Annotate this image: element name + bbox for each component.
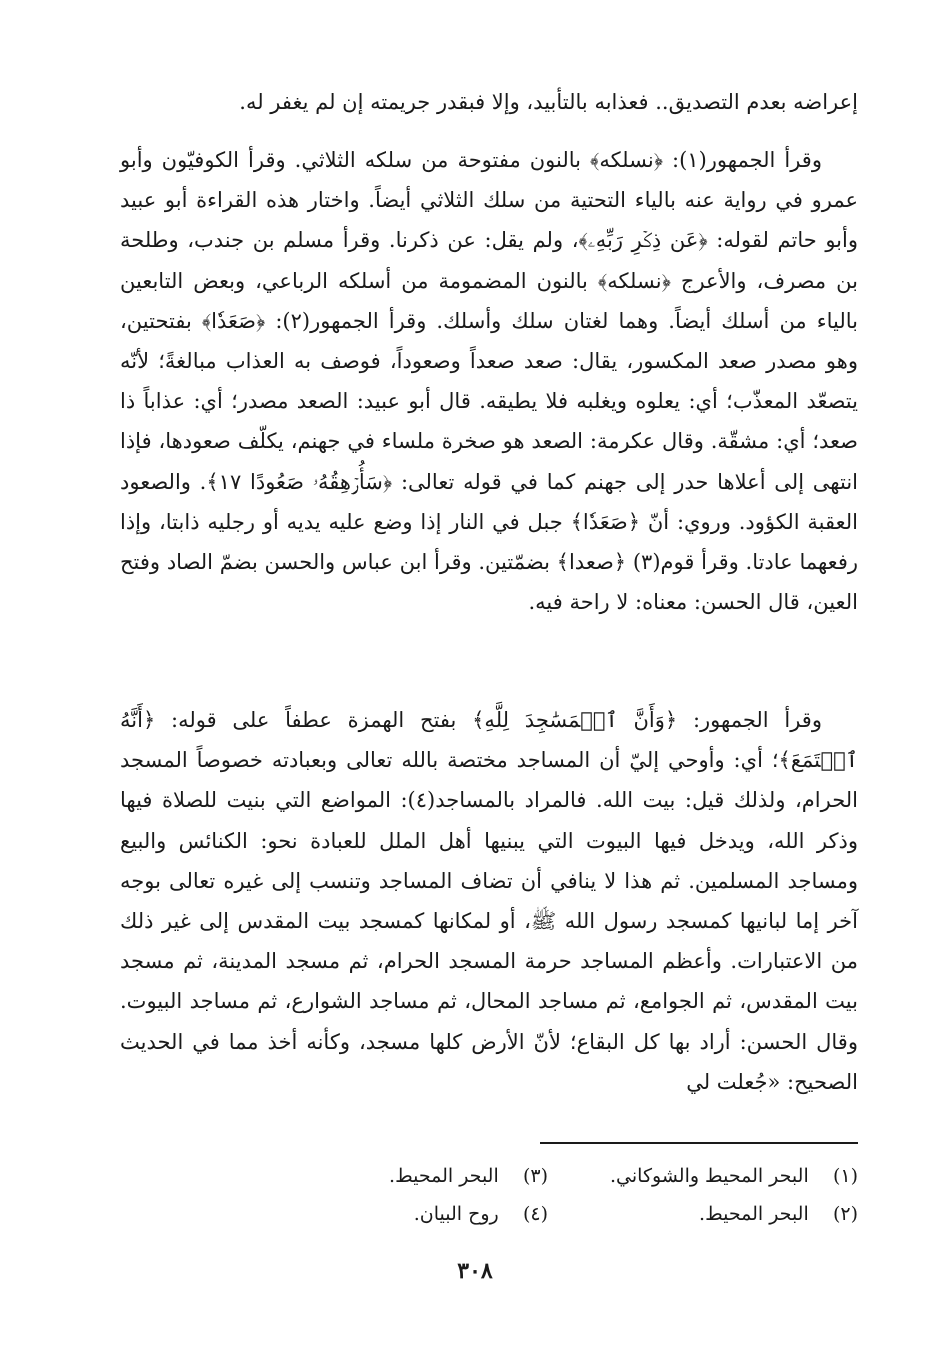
footnote-text: البحر المحيط. [389,1165,499,1187]
body-paragraph-readings: وقرأ الجمهور(١): ﴿نسلكه﴾ بالنون مفتوحة من سلكه الثلاثي. وقرأ الكوفيّون وأبو عمرو في رواية عنه بالياء التحتية من سلك الثلاثي أيضاً. واختار هذه القراءة أبو عبيد وأبو حاتم لقوله: ﴿عَن ذِكۡرِ رَبِّهِۦ﴾، ولم يقل: عن ذكرنا. وقرأ مسلم بن جندب، وطلحة بن مصرف، والأعرج ﴿نسلكه﴾ بالنون المضمومة من أسلكه الرباعي، وبعض التابعين بالياء من أسلك أيضاً. وهما لغتان سلك وأسلك. وقرأ الجمهور(٢): ﴿صَعَدٗا﴾ بفتحتين، وهو مصدر صعد المكسور، يقال: صعد صعداً وصعوداً، فوصف به العذاب مبالغةً؛ لأنّه يتصعّد المعذّب؛ أي: يعلوه ويغلبه فلا يطيقه. قال أبو عبيد: الصعد مصدر؛ أي: عذاباً ذا صعد؛ أي: مشقّة. وقال عكرمة: الصعد هو صخرة ملساء في جهنم، يكلّف صعودها، فإذا انتهى إلى أعلاها حدر إلى جهنم كما في قوله تعالى: ﴿سَأُرۡهِقُهُۥ صَعُودًا ١٧﴾. والصعود العقبة الكؤود. وروي: أنّ ﴿صَعَدٗا﴾ جبل في النار إذا وضع عليه يديه أو رجليه ذابتا، وإذا رفعهما عادتا. وقرأ قوم(٣) ﴿صعدا﴾ بضمّتين. وقرأ ابن عباس والحسن بضمّ الصاد وفتح العين، قال الحسن: معناه: لا راحة فيه. [120,148,858,615]
page-number: ٣٠٨ [457,1258,493,1284]
footnote-item [548,1198,858,1230]
footnote-number: (١) [832,1165,858,1187]
footnote-number: (٤) [522,1203,548,1225]
footnote-text: البحر المحيط. [699,1203,809,1225]
body-paragraph-masajid: وقرأ الجمهور: ﴿وَأَنَّ ٱلۡمَسَٰجِدَ لِلَّهِ﴾ بفتح الهمزة عطفاً على قوله: ﴿أَنَّهُ ٱسۡتَمَعَ﴾؛ أي: وأوحي إليّ أن المساجد مختصة بالله تعالى وبعبادته خصوصاً المسجد الحرام، ولذلك قيل: بيت الله. فالمراد بالمساجد(٤): المواضع التي بنيت للصلاة فيها وذكر الله، ويدخل فيها البيوت التي يبنيها أهل الملل للعبادة نحو: الكنائس والبيع ومساجد المسلمين. ثم هذا لا ينافي أن تضاف المساجد وتنسب إلى غيره تعالى بوجه آخر إما لبانيها كمسجد رسول الله ﷺ، أو لمكانها كمسجد بيت المقدس إلى غير ذلك من الاعتبارات. وأعظم المساجد حرمة المسجد الحرام، ثم مسجد المدينة، ثم مسجد بيت المقدس، ثم الجوامع، ثم مساجد المحال، ثم مساجد الشوارع، ثم مساجد البيوت. وقال الحسن: أراد بها كل البقاع؛ لأنّ الأرض كلها مسجد، وكأنه أخذ مما في الحديث الصحيح: «جُعلت لي [120,708,858,1094]
qiraat-section [120,140,858,622]
masajid-section [120,700,858,1102]
footnote-item [238,1160,548,1192]
intro-line [120,82,858,122]
footnote-item [238,1198,548,1230]
footnote-number: (٢) [832,1203,858,1225]
footnote-item [548,1160,858,1192]
intro-paragraph: إعراضه بعدم التصديق.. فعذابه بالتأبيد، وإلا فبقدر جريمته إن لم يغفر له. [239,90,858,114]
footnote-text: روح البيان. [413,1203,499,1225]
footnote-text: البحر المحيط والشوكاني. [610,1165,809,1187]
footnote-divider [540,1142,858,1144]
footnotes [238,1160,858,1230]
footnote-number: (٣) [522,1165,548,1187]
